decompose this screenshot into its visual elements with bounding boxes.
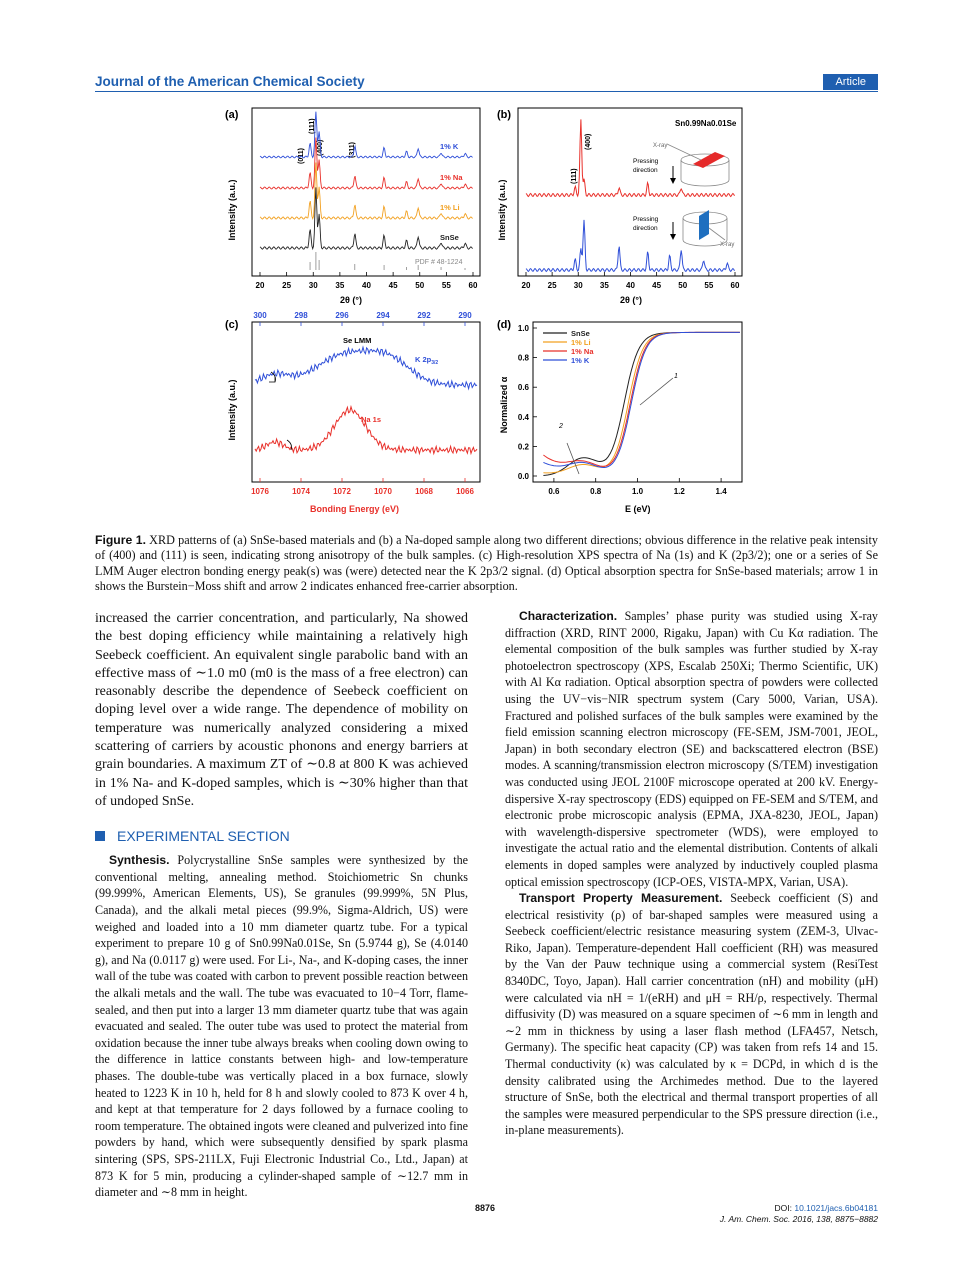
header-rule <box>95 91 878 92</box>
series-label-2: 1% Li <box>440 203 460 212</box>
pdf-label: PDF # 48-1224 <box>415 259 463 266</box>
transport-head: Transport Property Measurement. <box>519 891 723 906</box>
panel-c-top-ticks <box>253 311 472 326</box>
journal-title[interactable]: Journal of the American Chemical Society <box>95 74 365 89</box>
series-label-1: 1% Na <box>440 173 463 182</box>
page-footer <box>95 1203 878 1233</box>
char-text: Samples’ phase purity was studied using X-ray diffraction (XRD, RINT 2000, Rigaku, Japan) with Cu Kα radiation. The elemental composition of the bulk samples was further studied by X-ray photoelectron spectroscopy (XPS, Escalab 250Xi; Thermo Scientific, UK) with Al Kα radiation. Optical absorption spectra of powders were collected using the UV−vis−NIR spectrum system (Cary 5000, Varian, USA). Fractured and polished surfaces of the bulk samples were examined by the field emission scanning electron microscopy (FE-SEM, JSM-7001, JEOL, Japan) in both secondary electron (SE) and backscattered electron (BSE) modes. A scanning/transmission electron microscopy (S/TEM) investigation was conducted using JEOL 2100F microscope operated at 200 kV. Energy-dispersive X-ray spectroscopy (EDS) equipped on FE-SEM and S/TEM, and electronic probe microscopic analysis (EPMA, JXA-8230, JEOL, Japan) with wavelength-dispersive spectrometer (WDS), were employed to investigate the actual ratio and the elemental distribution. Contents of alkali elements in doped samples were analyzed by inductively coupled plasma optical emission spectroscopy (ICP-OES, VISTA-MPX, Varian, USA). <box>505 609 878 889</box>
b-x-tick-label: 20 <box>521 281 531 290</box>
pressing-top: Pressing <box>633 158 659 165</box>
b-x-tick-label: 40 <box>626 281 635 290</box>
cylinder-side-icon <box>670 210 727 246</box>
figure-caption <box>95 533 878 594</box>
a-x-tick-label: 55 <box>441 281 451 290</box>
b-x-tick-label: 25 <box>547 281 557 290</box>
a-x-tick-label: 50 <box>415 281 425 290</box>
panel-a <box>225 108 480 305</box>
panel-d-xticks <box>548 478 727 496</box>
left-column <box>95 610 468 1201</box>
peak-311: (311) <box>349 142 356 158</box>
caption-text: XRD patterns of (a) SnSe-based materials and (b) a Na-doped sample along two different directions; obvious difference in the relative peak intensity of (400) and (111) is seen, indicating strong anisotropy of the bulk samples. (c) High-resolution XPS spectra of Na (1s) and K (2p3/2); one or a series of Se LMM Auger electron bonding energy peak(s) was (were) detected near the K 2p3/2 signal. (d) Optical absorption spectra for SnSe-based materials; arrow 1 in shows the Burstein−Moss shift and arrow 2 indicates enhanced free-carrier absorption. <box>95 533 879 593</box>
panel-b-ylabel: Intensity (a.u.) <box>497 179 507 241</box>
peak-400: (400) <box>317 139 324 156</box>
d-x-tick-label: 1.4 <box>715 487 727 496</box>
b-x-tick-label: 50 <box>678 281 688 290</box>
c-bot-tick-label: 1068 <box>415 487 433 496</box>
legend-label: 1% Li <box>571 338 591 347</box>
synthesis-paragraph <box>95 852 468 1200</box>
c-top-tick-label: 294 <box>376 311 390 320</box>
panel-c-xlabel: Bonding Energy (eV) <box>310 504 400 514</box>
cylinder-top-icon <box>667 144 729 186</box>
peak-011: (011) <box>298 148 305 164</box>
d-x-tick-label: 1.2 <box>673 487 685 496</box>
c-bot-tick-label: 1076 <box>251 487 269 496</box>
peak-b-400: (400) <box>585 133 592 150</box>
c-top-tick-label: 298 <box>294 311 308 320</box>
synthesis-head: Synthesis. <box>109 853 170 868</box>
se-lmm-label: Se LMM <box>343 336 372 345</box>
direction-bottom: direction <box>633 225 658 232</box>
k2p-label: K $2p_{3/2}$ <box>415 355 439 366</box>
panel-c-bottom-ticks <box>251 478 474 496</box>
a-x-tick-label: 60 <box>468 281 478 290</box>
legend-label: SnSe <box>571 329 590 338</box>
panel-b-sample: Sn0.99Na0.01Se <box>675 119 737 128</box>
b-x-tick-label: 30 <box>573 281 583 290</box>
panel-b-frame <box>518 108 742 276</box>
panel-a-xlabel: 2θ (°) <box>340 295 362 305</box>
b-x-tick-label: 60 <box>730 281 740 290</box>
a-x-tick-label: 35 <box>335 281 345 290</box>
xray-label-bottom: X-ray <box>720 242 735 248</box>
b-x-tick-label: 45 <box>652 281 662 290</box>
series-label-0: 1% K <box>440 142 459 151</box>
panel-c-label: (c) <box>225 319 239 331</box>
b-x-tick-label: 55 <box>704 281 714 290</box>
panel-a-xticks <box>256 272 478 290</box>
c-top-tick-label: 290 <box>458 311 472 320</box>
panel-b-label: (b) <box>497 109 512 121</box>
d-y-tick-label: 0.6 <box>517 383 529 393</box>
na1s-label: Na 1s <box>361 415 382 424</box>
arrow-1-label: 1 <box>674 373 678 380</box>
d-x-tick-label: 1.0 <box>631 487 644 496</box>
panel-d-ylabel: Normalized α <box>499 376 509 434</box>
panel-a-label: (a) <box>225 109 239 121</box>
right-column <box>505 608 878 1139</box>
doi-link[interactable]: 10.1021/jacs.6b04181 <box>794 1203 878 1213</box>
caption-label: Figure 1. <box>95 533 146 547</box>
direction-top: direction <box>633 167 658 174</box>
panel-d-xlabel: E (eV) <box>625 504 651 514</box>
figure-1 <box>215 100 755 530</box>
c-top-tick-label: 296 <box>335 311 349 320</box>
section-heading: EXPERIMENTAL SECTION <box>95 828 468 844</box>
char-head: Characterization. <box>519 609 618 623</box>
c-bot-tick-label: 1072 <box>333 487 351 496</box>
article-tag: Article <box>823 74 878 90</box>
panel-d <box>497 319 742 514</box>
xps-k-curve <box>255 347 477 388</box>
panel-b-xticks <box>522 272 740 290</box>
panel-c-frame <box>252 322 480 482</box>
doi-block: DOI: 10.1021/jacs.6b04181 J. Am. Chem. Soc. 2016, 138, 8875−8882 <box>719 1203 878 1224</box>
legend-label: 1% Na <box>571 347 594 356</box>
d-y-tick-label: 0.2 <box>517 442 529 452</box>
series-label-3: SnSe <box>440 233 459 242</box>
panel-d-yticks <box>518 324 537 481</box>
d-y-tick-label: 0.0 <box>517 472 529 481</box>
panel-a-ylabel: Intensity (a.u.) <box>227 179 237 241</box>
d-y-tick-label: 0.8 <box>517 353 529 363</box>
c-bot-tick-label: 1074 <box>292 487 310 496</box>
d-y-tick-label: 0.4 <box>517 412 529 422</box>
panel-b <box>497 108 742 305</box>
synthesis-text: Polycrystalline SnSe samples were synthesized by the conventional melting, annealing method. Stoichiometric Sn chunks (99.999%, American Elements, US), Se granules (99.999%, 5N Plus, Canada), and the alkali metal pieces (99.9%, Sigma-Aldrich, US) were weighed and loaded into a 10 mm diameter quartz tube. For a typical experiment to prepare 10 g of Sn0.99Na0.01Se, Sn (5.9744 g), Se (4.0140 g), and Na (0.0117 g) were used. For Li-, Na-, and K-doping cases, the inner wall of the tube was coated with carbon to prevent possible reaction between the alkali metals and the wall. The tube was evacuated to 10−4 Torr, flame-sealed, and then put into a larger 13 mm diameter quartz tube that was again evacuated and sealed. The outer tube was used to protect the material from oxidation because the inner tube always breaks when cooling down owing to the difference in lattice constants between high- and low-temperature phases. The double-tube was vertically placed in a box furnace, slowly heated to 1223 K in 10 h, held for 8 h and slowly cooled to 873 K over 4 h, and kept at that temperature for 2 days followed by a furnace cooling to room temperature. The obtained ingots were cleaned and pulverized into fine powders by hand, which were subsequently densified by spark plasma sintering (SPS, SPS-211LX, Fuji Electronic Industrial Co., Ltd., Japan) at 873 K for 5 min, producing a cylinder-shaped sample of ∼12.7 mm in diameter and ∼8 mm in height. <box>95 853 468 1200</box>
xrd-b-top <box>526 119 735 196</box>
d-x-tick-label: 0.8 <box>590 487 602 496</box>
c-top-tick-label: 292 <box>417 311 431 320</box>
transport-paragraph <box>505 890 878 1139</box>
a-x-tick-label: 30 <box>308 281 318 290</box>
panel-d-legend <box>543 329 594 365</box>
section-square-icon <box>95 831 105 841</box>
panel-d-frame <box>533 322 742 482</box>
a-x-tick-label: 25 <box>282 281 292 290</box>
page-header <box>95 74 878 92</box>
xray-label-top: X-ray <box>653 143 668 149</box>
characterization-paragraph <box>505 608 878 890</box>
panel-a-frame <box>252 108 480 276</box>
arrow-1-line <box>640 378 673 405</box>
d-x-tick-label: 0.6 <box>548 487 560 496</box>
c-bot-tick-label: 1070 <box>374 487 392 496</box>
arrow-2-line <box>567 443 579 474</box>
citation: J. Am. Chem. Soc. 2016, 138, 8875−8882 <box>719 1214 878 1224</box>
d-y-tick-label: 1.0 <box>517 324 529 333</box>
arrow-2-label: 2 <box>559 423 563 430</box>
a-x-tick-label: 45 <box>388 281 398 290</box>
peak-111: (111) <box>309 118 316 134</box>
panel-a-series <box>260 112 473 270</box>
a-x-tick-label: 40 <box>362 281 371 290</box>
c-bot-tick-label: 1066 <box>456 487 474 496</box>
panel-d-label: (d) <box>497 319 512 331</box>
panel-b-xlabel: 2θ (°) <box>620 295 642 305</box>
transport-text: Seebeck coefficient (S) and electrical resistivity (ρ) of bar-shaped samples were measured using a Seebeck coefficient/electric resistance measuring system (ZEM-3, Ulvac-Riko, Japan). Temperature-dependent Hall coefficient (RH) was measured by the Van der Pauw technique using a commercial system (ResiTest 8340DC, Toyo, Japan). Hall carrier concentration (nH) and mobility (μH) were calculated via nH = 1/(eRH) and μH = RH/ρ, respectively. Thermal diffusivity (D) was measured on a square specimen of ∼6 mm in length and ∼2 mm in thickness by using a laser flash method (LFA457, Netsch, Germany). The specific heat capacity (CP) was taken from refs 14 and 15. Thermal conductivity (κ) was calculated by κ = DCPd, in which d is the density calibrated using the Archimedes method. Due to the layered structure of SnSe, both the electrical and thermal transport properties of all the samples were measured perpendicular to the SPS pressure direction (i.e., in-plane measurements). <box>505 891 878 1138</box>
b-x-tick-label: 35 <box>599 281 609 290</box>
peak-b-111: (111) <box>571 168 578 184</box>
panel-c-ylabel: Intensity (a.u.) <box>227 379 237 441</box>
c-top-tick-label: 300 <box>253 311 267 320</box>
xps-na-curve <box>255 407 477 454</box>
page-number: 8876 <box>475 1203 496 1213</box>
pressing-bottom: Pressing <box>633 216 659 223</box>
legend-label: 1% K <box>571 356 590 365</box>
intro-paragraph: increased the carrier concentration, and particularly, Na showed the best doping efficiency while maintaining a relatively high Seebeck coefficient. An equivalent single parabolic band with an effective mass of ∼1.0 m0 (m0 is the mass of a free electron) can reasonably describe the dependence of Seebeck coefficient on doping level over a wide range. The dependence of mobility on temperature was numerically analyzed considering a mixed scattering of carriers by acoustic phonons and energy barriers at grain boundaries. A maximum ZT of ∼0.8 at 800 K was achieved in 1% Na- and K-doped samples, which is ∼30% higher than that of undoped SnSe. <box>95 611 468 809</box>
a-x-tick-label: 20 <box>255 281 265 290</box>
panel-c <box>225 311 480 514</box>
